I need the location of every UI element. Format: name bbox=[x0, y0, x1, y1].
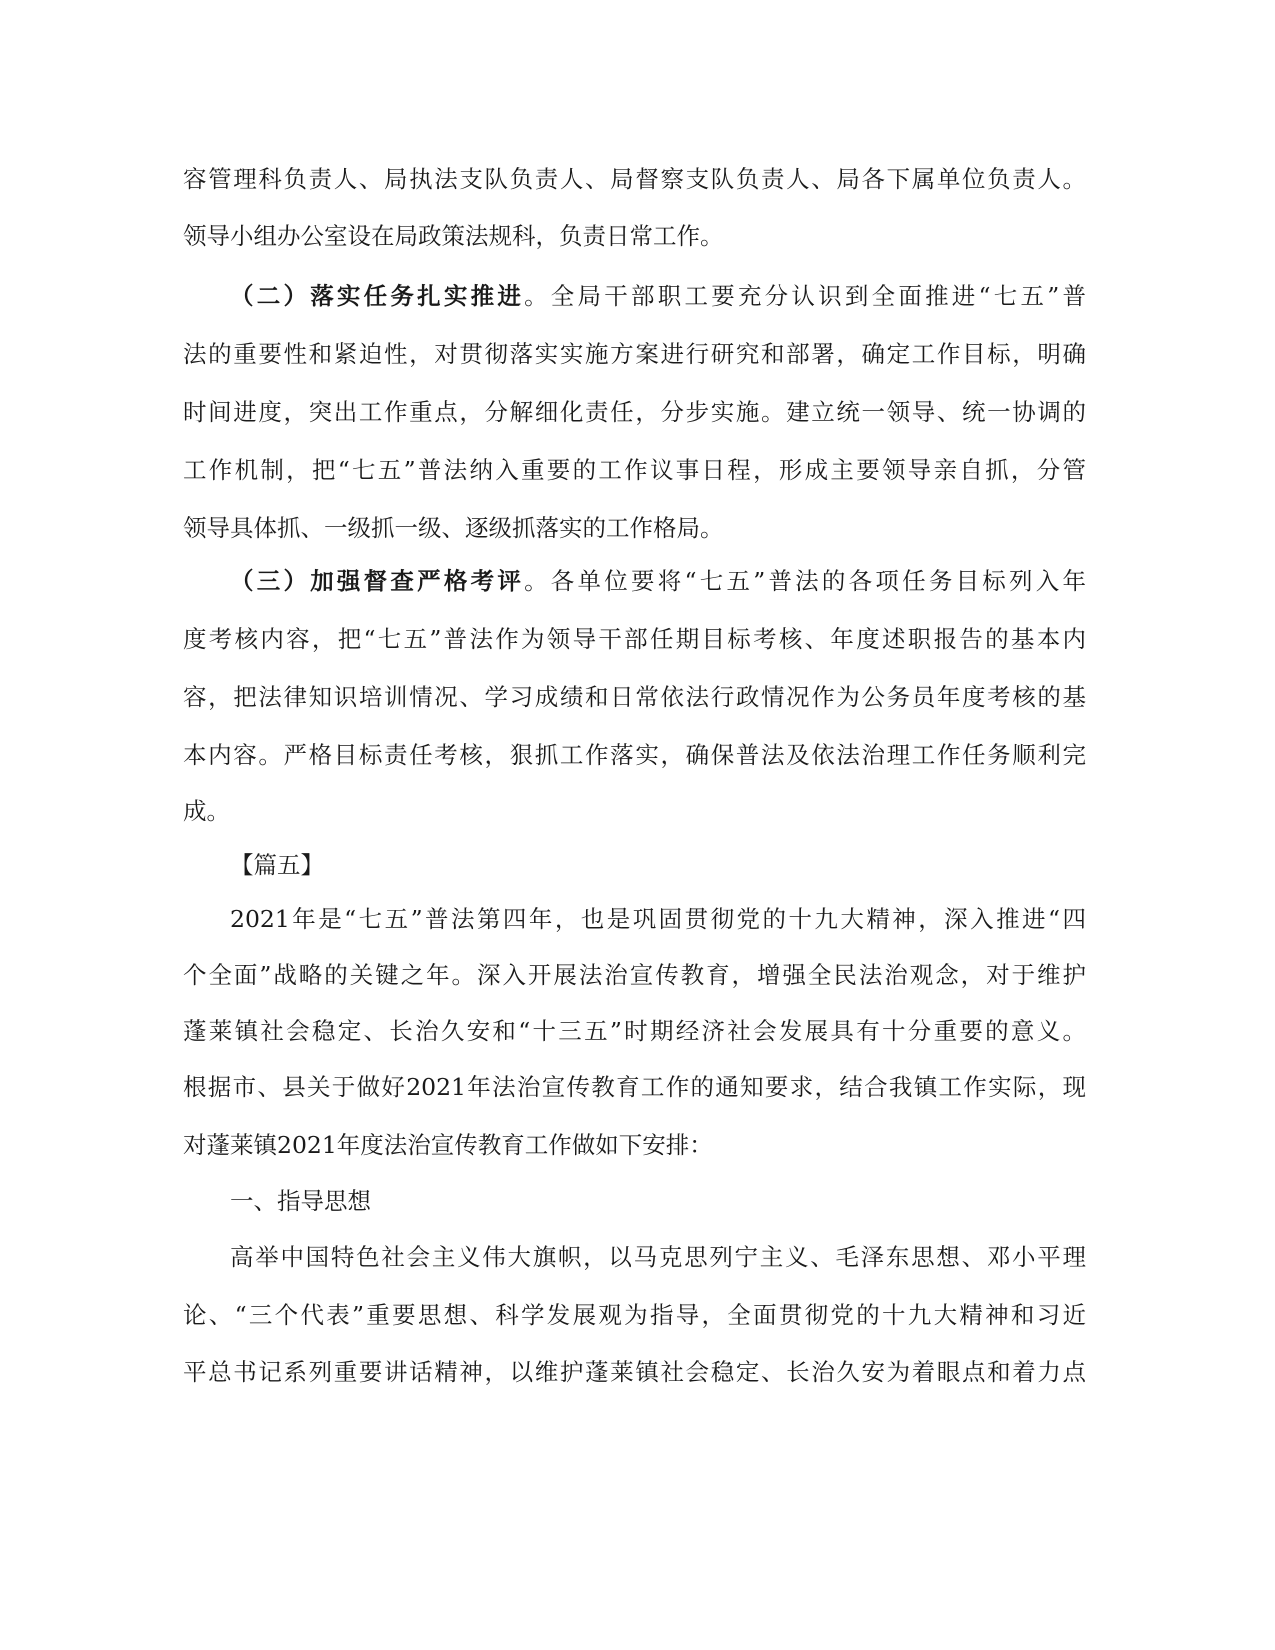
text-line: 法的重要性和紧迫性，对贯彻落实实施方案进行研究和部署，确定工作目标，明确 bbox=[183, 340, 1086, 368]
section-heading: （三）加强督查严格考评 bbox=[230, 567, 525, 595]
text-line: 对蓬莱镇2021年度法治宣传教育工作做如下安排： bbox=[183, 1131, 713, 1159]
section-heading: （二）落实任务扎实推进 bbox=[230, 282, 525, 310]
text-line: 容，把法律知识培训情况、学习成绩和日常依法行政情况作为公务员年度考核的基 bbox=[183, 683, 1086, 711]
paragraph-heading-line bbox=[230, 561, 1086, 601]
text-line: 度考核内容，把“七五”普法作为领导干部任期目标考核、年度述职报告的基本内 bbox=[183, 625, 1086, 653]
paragraph-heading-line bbox=[230, 276, 1086, 316]
section-marker: 【篇五】 bbox=[230, 851, 324, 879]
text-line: 2021年是“七五”普法第四年，也是巩固贯彻党的十九大精神，深入推进“四 bbox=[230, 905, 1086, 933]
text-line: 本内容。严格目标责任考核，狠抓工作落实，确保普法及依法治理工作任务顺利完 bbox=[183, 741, 1086, 769]
text-line: 个全面”战略的关键之年。深入开展法治宣传教育，增强全民法治观念，对于维护 bbox=[183, 961, 1086, 989]
text-line: 领导小组办公室设在局政策法规科，负责日常工作。 bbox=[183, 222, 724, 250]
text-line: 高举中国特色社会主义伟大旗帜，以马克思列宁主义、毛泽东思想、邓小平理 bbox=[230, 1243, 1086, 1271]
text-span: 。全局干部职工要充分认识到全面推进“七五”普 bbox=[524, 282, 1087, 310]
text-line: 时间进度，突出工作重点，分解细化责任，分步实施。建立统一领导、统一协调的 bbox=[183, 398, 1086, 426]
text-line: 平总书记系列重要讲话精神，以维护蓬莱镇社会稳定、长治久安为着眼点和着力点 bbox=[183, 1358, 1086, 1386]
text-line: 领导具体抓、一级抓一级、逐级抓落实的工作格局。 bbox=[183, 514, 724, 542]
text-line: 论、“三个代表”重要思想、科学发展观为指导，全面贯彻党的十九大精神和习近 bbox=[183, 1301, 1086, 1329]
text-line: 根据市、县关于做好2021年法治宣传教育工作的通知要求，结合我镇工作实际，现 bbox=[183, 1073, 1086, 1101]
text-line: 容管理科负责人、局执法支队负责人、局督察支队负责人、局各下属单位负责人。 bbox=[183, 165, 1086, 193]
text-span: 。各单位要将“七五”普法的各项任务目标列入年 bbox=[524, 567, 1087, 595]
section-heading: 一、指导思想 bbox=[230, 1187, 371, 1215]
text-line: 成。 bbox=[183, 797, 230, 825]
text-line: 蓬莱镇社会稳定、长治久安和“十三五”时期经济社会发展具有十分重要的意义。 bbox=[183, 1017, 1086, 1045]
text-line: 工作机制，把“七五”普法纳入重要的工作议事日程，形成主要领导亲自抓，分管 bbox=[183, 456, 1086, 484]
